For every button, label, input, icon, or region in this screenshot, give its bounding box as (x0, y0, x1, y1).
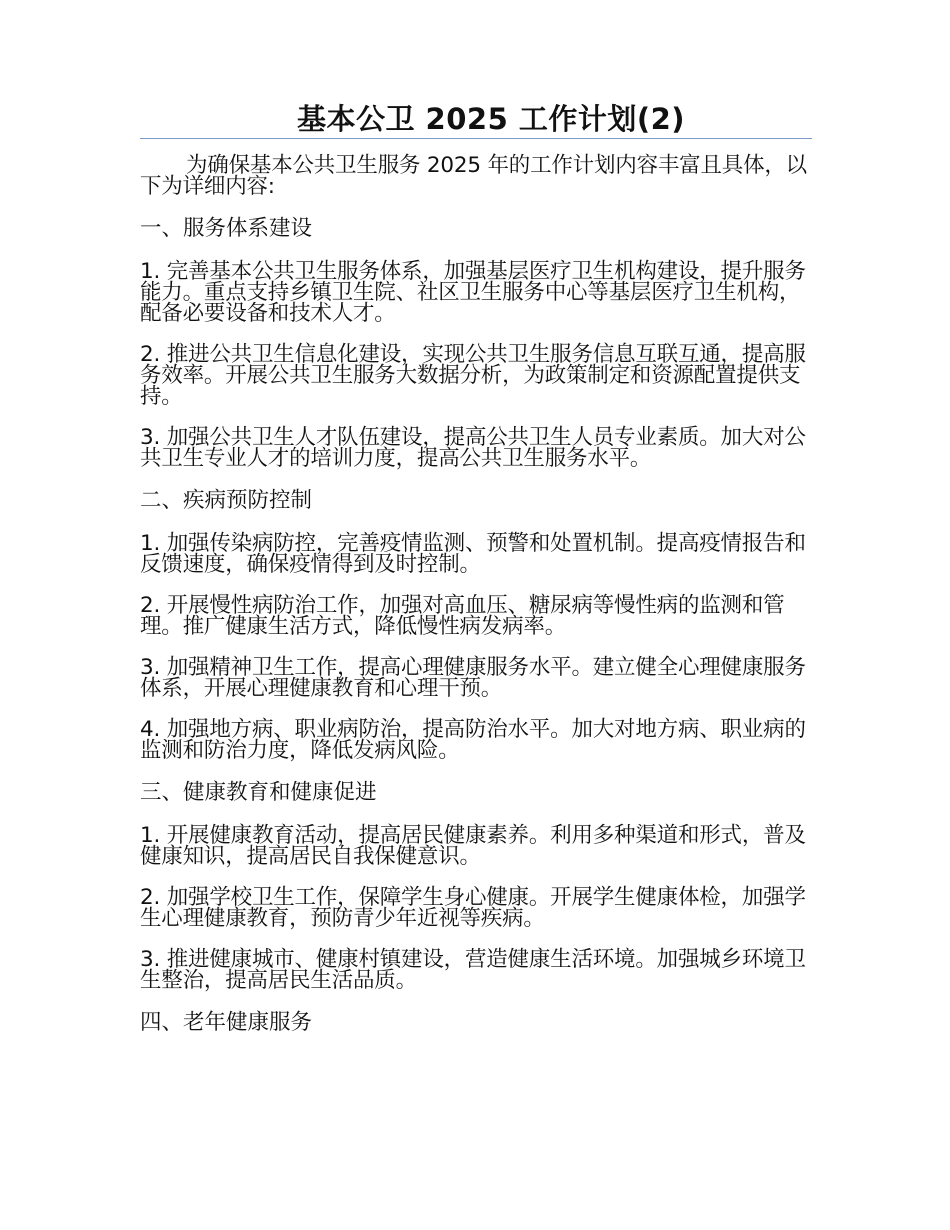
section-heading-elderly-health: 四、老年健康服务 (140, 1010, 313, 1035)
section-1-item-3: 3. 加强公共卫生人才队伍建设，提高公共卫生人员专业素质。加大对公共卫生专业人才的培训力度，提高公共卫生服务水平。 (140, 425, 806, 471)
section-3-item-1: 1. 开展健康教育活动，提高居民健康素养。利用多种渠道和形式，普及健康知识，提高居民自我保健意识。 (140, 823, 806, 869)
section-heading-service-system: 一、服务体系建设 (140, 216, 313, 241)
section-2-item-1: 1. 加强传染病防控，完善疫情监测、预警和处置机制。提高疫情报告和反馈速度，确保疫情得到及时控制。 (140, 531, 806, 577)
section-3-item-3: 3. 推进健康城市、健康村镇建设，营造健康生活环境。加强城乡环境卫生整治，提高居民生活品质。 (140, 947, 806, 993)
section-2-item-3: 3. 加强精神卫生工作，提高心理健康服务水平。建立健全心理健康服务体系，开展心理健康教育和心理干预。 (140, 655, 806, 701)
title-underline (140, 138, 812, 139)
document-page (140, 100, 812, 1055)
intro-paragraph: 为确保基本公共卫生服务 2025 年的工作计划内容丰富且具体，以下为详细内容: (140, 153, 807, 199)
section-2-item-2: 2. 开展慢性病防治工作，加强对高血压、糖尿病等慢性病的监测和管理。推广健康生活方式，降低慢性病发病率。 (140, 593, 785, 639)
document-title: 基本公卫 2025 工作计划(2) (296, 102, 686, 136)
section-heading-disease-control: 二、疾病预防控制 (140, 488, 313, 513)
section-1-item-2: 2. 推进公共卫生信息化建设，实现公共卫生服务信息互联互通，提高服务效率。开展公共卫生服务大数据分析，为政策制定和资源配置提供支持。 (140, 342, 806, 409)
section-1-item-1: 1. 完善基本公共卫生服务体系，加强基层医疗卫生机构建设，提升服务能力。重点支持乡镇卫生院、社区卫生服务中心等基层医疗卫生机构，配备必要设备和技术人才。 (140, 259, 806, 326)
section-heading-health-education: 三、健康教育和健康促进 (140, 780, 377, 805)
section-3-item-2: 2. 加强学校卫生工作，保障学生身心健康。开展学生健康体检，加强学生心理健康教育，预防青少年近视等疾病。 (140, 885, 806, 931)
section-2-item-4: 4. 加强地方病、职业病防治，提高防治水平。加大对地方病、职业病的监测和防治力度，降低发病风险。 (140, 717, 806, 763)
